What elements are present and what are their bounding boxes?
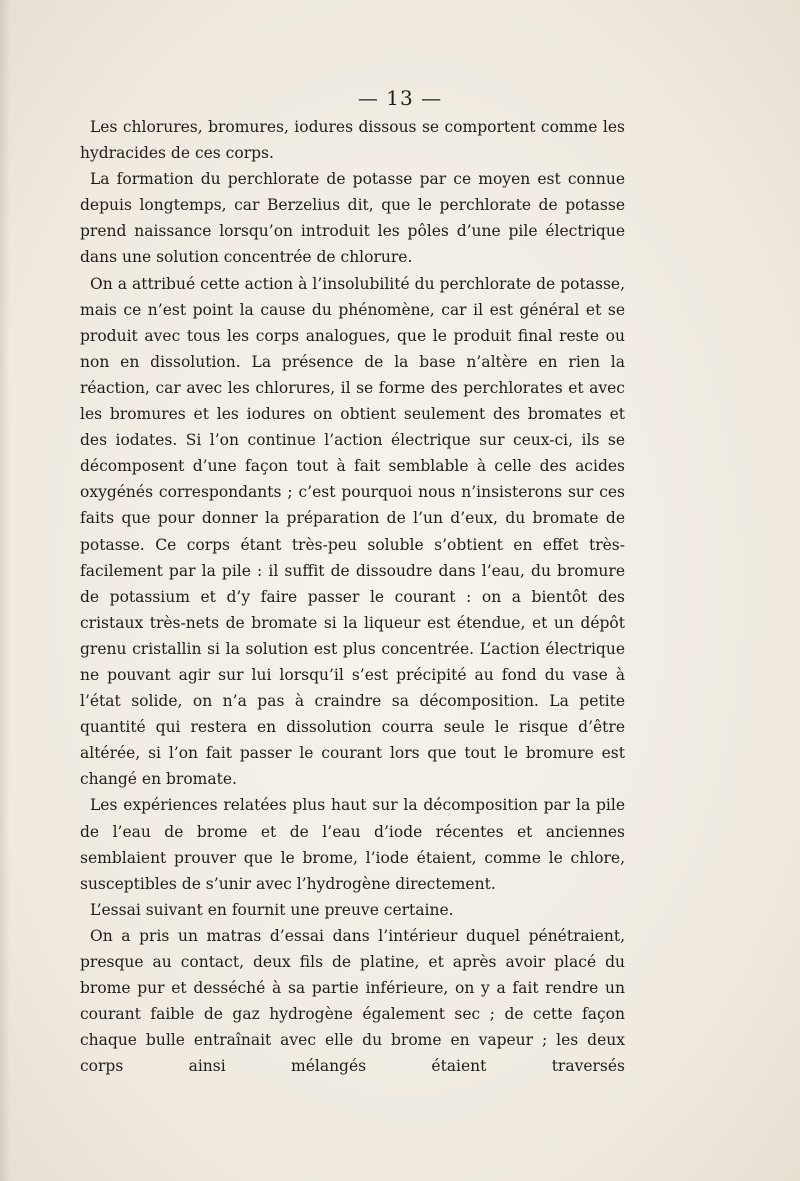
paragraph-1: Les chlorures, bromures, iodures dissous se comportent comme les hydracides de ces corps. [80,118,625,163]
paragraph-6: On a pris un matras d’essai dans l’intérieur duquel pénétraient, presque au contact, deux fils de platine, et après avoir placé du brome pur et desséché à sa partie inférieure, on y a fait rendre un courant faible de gaz hydrogène également sec ; de cette façon chaque bulle entraînait avec elle du brome en vapeur ; les deux corps ainsi mélangés étaient traversés [80,926,625,1076]
paragraph-5: L’essai suivant en fournit une preuve certaine. [90,900,454,919]
body-text [80,114,625,1079]
paragraph-3: On a attribué cette action à l’insolubilité du perchlorate de potasse, mais ce n’est point la cause du phénomène, car il est général et se produit avec tous les corps analogues, que le produit final reste ou non en dissolution. La présence de la base n’altère en rien la réaction, car avec les chlorures, il se forme des perchlorates et avec les bromures et les iodures on obtient seulement des bromates et des iodates. Si l’on continue l’action électrique sur ceux-ci, ils se décomposent d’une façon tout à fait semblable à celle des acides oxygénés correspondants ; c’est pourquoi nous n’insisterons sur ces faits que pour donner la préparation de l’un d’eux, du bromate de potasse. Ce corps étant très-peu soluble s’obtient en effet très-facilement par la pile : il suffit de dissoudre dans l’eau, du bromure de potassium et d’y faire passer le courant : on a bientôt des cristaux très-nets de bromate si la liqueur est étendue, et un dépôt grenu cristallin si la solution est plus concentrée. L’action électrique ne pouvant agir sur lui lorsqu’il s’est précipité au fond du vase à l’état solide, on n’a pas à craindre sa décomposition. La petite quantité qui restera en dissolution courra seule le risque d’être altérée, si l’on fait passer le courant lors que tout le bromure est changé en bromate. [80,274,625,789]
paragraph-2: La formation du perchlorate de potasse par ce moyen est connue depuis longtemps, car Berzelius dit, que le perchlorate de potasse prend naissance lorsqu’on introduit les pôles d’une pile électrique dans une solution concentrée de chlorure. [80,170,625,267]
page-edge-shadow [0,0,10,1181]
paragraph-4: Les expériences relatées plus haut sur la décomposition par la pile de l’eau de brome et de l’eau d’iode récentes et anciennes semblaient prouver que le brome, l’iode étaient, comme le chlore, susceptibles de s’unir avec l’hydrogène directement. [80,796,625,893]
page-number: — 13 — [357,86,443,110]
